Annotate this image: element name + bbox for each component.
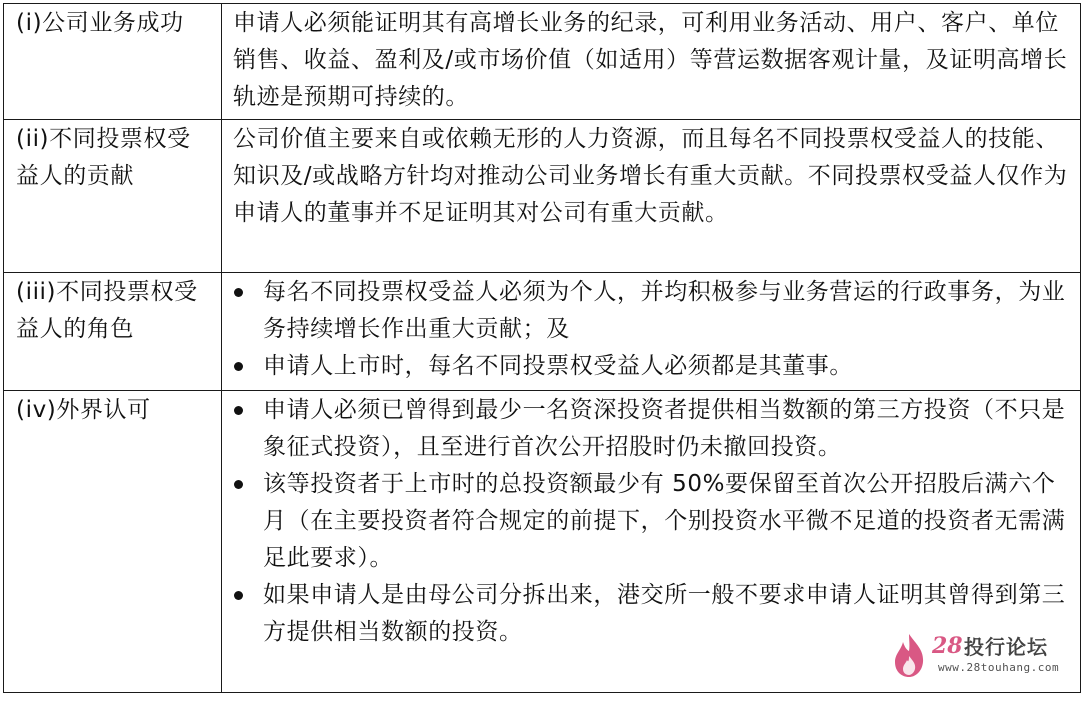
- requirements-table: [3, 3, 1081, 693]
- watermark-number: 28: [932, 633, 963, 659]
- bullet-icon: [234, 288, 243, 297]
- list-item-text: 该等投资者于上市时的总投资额最少有 50%要保留至首次公开招股后满六个月（在主要投资者符合规定的前提下，个别投资水平微不足道的投资者无需满足此要求）。: [263, 471, 1066, 571]
- flame-logo-icon: [890, 632, 928, 678]
- row-body: [222, 273, 1081, 391]
- bullet-list: [233, 274, 1073, 385]
- table-row: [4, 120, 1081, 273]
- list-item-text: 如果申请人是由母公司分拆出来，港交所一般不要求申请人证明其曾得到第三方提供相当数额的投资。: [263, 582, 1066, 645]
- row-label: (i)公司业务成功: [4, 4, 222, 120]
- list-item: [233, 466, 1073, 577]
- row-body: 申请人必须能证明其有高增长业务的纪录，可利用业务活动、用户、客户、单位销售、收益、盈利及/或市场价值（如适用）等营运数据客观计量，及证明高增长轨迹是预期可持续的。: [222, 4, 1081, 120]
- bullet-list: [233, 392, 1073, 651]
- list-item-text: 申请人必须已曾得到最少一名资深投资者提供相当数额的第三方投资（不只是象征式投资），且至进行首次公开招股时仍未撤回投资。: [263, 397, 1066, 460]
- list-item: [233, 274, 1073, 348]
- bullet-icon: [234, 362, 243, 371]
- list-item: [233, 392, 1073, 466]
- row-body: 公司价值主要来自或依赖无形的人力资源，而且每名不同投票权受益人的技能、知识及/或战略方针均对推动公司业务增长有重大贡献。不同投票权受益人仅作为申请人的董事并不足证明其对公司有重大贡献。: [222, 120, 1081, 273]
- watermark-url: www.28touhang.com: [938, 661, 1060, 674]
- table-row: [4, 4, 1081, 120]
- bullet-icon: [234, 406, 243, 415]
- row-label: (ii)不同投票权受益人的贡献: [4, 120, 222, 273]
- table-row: [4, 273, 1081, 391]
- list-item-text: 每名不同投票权受益人必须为个人，并均积极参与业务营运的行政事务，为业务持续增长作出重大贡献；及: [263, 279, 1066, 342]
- bullet-icon: [234, 480, 243, 489]
- row-label: (iii)不同投票权受益人的角色: [4, 273, 222, 391]
- list-item-text: 申请人上市时，每名不同投票权受益人必须都是其董事。: [263, 353, 853, 379]
- row-label: (iv)外界认可: [4, 391, 222, 693]
- watermark-name: 投行论坛: [964, 635, 1048, 659]
- bullet-icon: [234, 591, 243, 600]
- list-item: [233, 348, 1073, 385]
- watermark: [890, 630, 1070, 680]
